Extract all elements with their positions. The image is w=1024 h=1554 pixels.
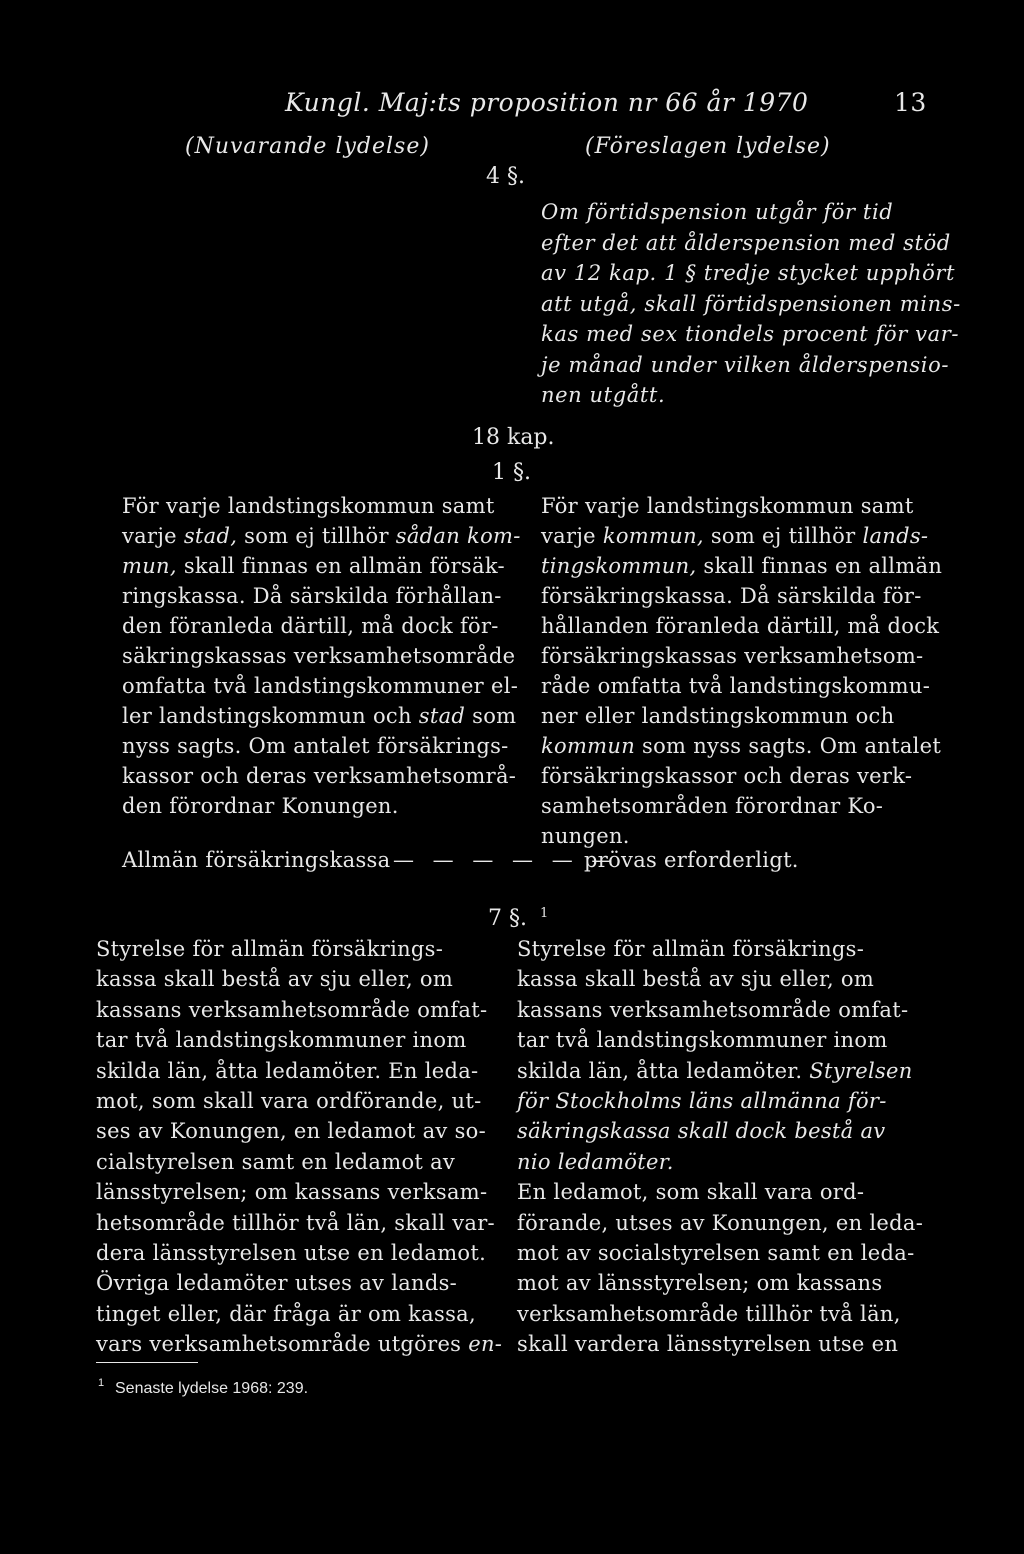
text-segment: kommun, — [602, 524, 704, 548]
text-segment: kassa skall bestå av sju eller, om — [517, 967, 875, 992]
text-line — [517, 937, 864, 961]
bridge-line-dashes: — — — — — — — [393, 848, 619, 872]
text-line — [122, 674, 518, 698]
text-line — [96, 1332, 502, 1356]
text-line — [541, 292, 961, 316]
footnote-rule — [96, 1362, 198, 1363]
text-line — [96, 1089, 482, 1113]
text-line — [122, 794, 399, 818]
text-segment: nungen. — [541, 824, 630, 848]
text-segment: kassor och deras verksamhetsområ- — [122, 764, 517, 788]
text-segment: nen utgått. — [541, 383, 666, 407]
text-segment: råde omfatta två landstingskommu- — [541, 674, 931, 698]
text-line — [541, 200, 893, 224]
text-segment: som ej tillhör — [703, 524, 863, 548]
bridge-line-start: Allmän försäkringskassa — [122, 848, 391, 872]
text-segment: dera länsstyrelsen utse en ledamot. — [96, 1241, 487, 1265]
text-line — [122, 494, 495, 518]
text-line — [96, 1211, 495, 1235]
text-line — [517, 967, 874, 991]
text-segment: hetsområde tillhör två län, skall var- — [96, 1210, 495, 1235]
text-segment: att utgå, skall förtidspensionen mins- — [541, 291, 961, 316]
right-column-heading: (Föreslagen lydelse) — [585, 134, 831, 159]
text-segment: lands- — [862, 524, 929, 548]
text-line — [517, 1150, 674, 1174]
text-segment: För varje landstingskommun samt — [122, 494, 495, 518]
text-segment: omfatta två landstingskommuner el- — [122, 674, 519, 698]
text-segment: ringskassa. Då särskilda förhållan- — [122, 584, 502, 608]
text-line — [517, 1271, 882, 1295]
text-line — [96, 1180, 487, 1204]
text-line — [122, 614, 499, 638]
text-line — [517, 1119, 885, 1143]
running-title: Kungl. Maj:ts proposition nr 66 år 1970 — [285, 88, 809, 117]
text-segment: En ledamot, som skall vara ord- — [517, 1180, 865, 1205]
text-line — [122, 524, 521, 548]
text-line — [122, 734, 509, 758]
footnote-mark: 1 — [98, 1377, 105, 1389]
text-segment: Styrelse för allmän försäkrings- — [96, 937, 444, 961]
text-segment: skall vardera länsstyrelsen utse en — [517, 1332, 899, 1357]
text-segment: mot av socialstyrelsen samt en leda- — [517, 1241, 915, 1265]
text-segment: för Stockholms läns allmänna för- — [517, 1089, 887, 1113]
text-line — [517, 1211, 923, 1235]
text-line — [517, 1180, 864, 1204]
text-line — [96, 1028, 467, 1052]
text-line — [541, 614, 939, 638]
text-line — [541, 764, 912, 788]
text-line — [96, 1119, 486, 1143]
text-line — [541, 524, 928, 548]
text-segment: skilda län, åtta ledamöter. — [517, 1058, 810, 1083]
text-segment: den förordnar Konungen. — [122, 794, 399, 818]
text-line — [541, 734, 941, 758]
text-line — [96, 1241, 486, 1265]
chapter-18-section-1-marker: 1 §. — [492, 460, 531, 485]
text-line — [96, 998, 487, 1022]
text-segment: skilda län, åtta ledamöter. En leda- — [96, 1058, 479, 1083]
text-line — [517, 998, 908, 1022]
text-line — [517, 1059, 913, 1083]
text-line — [122, 644, 515, 668]
text-segment: som ej tillhör — [237, 524, 396, 548]
text-line — [517, 1332, 898, 1356]
text-segment: en- — [468, 1332, 503, 1357]
text-line — [517, 1241, 915, 1265]
text-line — [541, 704, 894, 728]
text-segment: den föranleda därtill, må dock för- — [122, 614, 499, 638]
text-segment: av 12 kap. 1 § tredje stycket upphört — [541, 261, 956, 285]
text-segment: mot av länsstyrelsen; om kassans — [517, 1271, 883, 1296]
text-line — [541, 584, 922, 608]
text-segment: kommun — [541, 734, 636, 758]
text-segment: varje — [122, 524, 184, 548]
text-line — [541, 824, 630, 848]
text-segment: stad, — [183, 524, 238, 548]
chapter-18-marker: 18 kap. — [472, 425, 555, 450]
text-line — [96, 937, 443, 961]
text-line — [541, 794, 883, 818]
text-segment: kassans verksamhetsområde omfat- — [517, 997, 909, 1022]
section-7-footnote-ref: 1 — [540, 906, 549, 921]
text-line — [122, 554, 505, 578]
text-segment: försäkringskassor och deras verk- — [541, 764, 913, 788]
text-line — [541, 231, 951, 255]
text-segment: nyss sagts. Om antalet försäkrings- — [122, 734, 509, 758]
text-line — [541, 674, 930, 698]
text-segment: sådan kom- — [395, 524, 521, 548]
text-line — [96, 1150, 455, 1174]
text-segment: skall finnas en allmän — [696, 554, 943, 578]
text-segment: efter det att ålderspension med stöd — [541, 230, 951, 255]
text-line — [541, 554, 942, 578]
text-line — [96, 967, 453, 991]
text-segment: För varje landstingskommun samt — [541, 494, 914, 518]
text-segment: stad — [418, 704, 466, 728]
text-segment: je månad under vilken ålderspensio- — [541, 352, 950, 377]
text-segment: försäkringskassa. Då särskilda för- — [541, 584, 922, 608]
text-segment: mun, — [122, 554, 177, 578]
text-segment: cialstyrelsen samt en ledamot av — [96, 1149, 456, 1174]
text-segment: tinget eller, där fråga är om kassa, — [96, 1301, 476, 1326]
text-line — [541, 322, 959, 346]
section-7-marker: 7 §. — [488, 906, 527, 931]
text-line — [122, 584, 502, 608]
text-segment: ses av Konungen, en ledamot av so- — [96, 1119, 486, 1144]
text-segment: varje — [541, 524, 603, 548]
text-line — [541, 383, 665, 407]
text-line — [96, 1059, 478, 1083]
text-segment: nio ledamöter. — [517, 1149, 674, 1174]
text-segment: som — [465, 704, 517, 728]
text-segment: tar två landstingskommuner inom — [96, 1028, 467, 1053]
text-segment: ner eller landstingskommun och — [541, 704, 895, 728]
text-segment: kas med sex tiondels procent för var- — [541, 322, 960, 346]
text-segment: verksamhetsområde tillhör två län, — [517, 1301, 901, 1326]
text-segment: tingskommun, — [541, 554, 697, 578]
text-segment: försäkringskassas verksamhetsom- — [541, 644, 924, 668]
text-line — [517, 1089, 887, 1113]
text-segment: vars verksamhetsområde utgöres — [96, 1332, 469, 1357]
text-line — [541, 353, 949, 377]
text-line — [541, 494, 914, 518]
text-line — [122, 704, 516, 728]
text-segment: skall finnas en allmän försäk- — [176, 554, 505, 578]
text-segment: förande, utses av Konungen, en leda- — [517, 1210, 924, 1235]
text-segment: kassans verksamhetsområde omfat- — [96, 997, 488, 1022]
text-segment: säkringskassas verksamhetsområde — [122, 644, 516, 668]
left-column-heading: (Nuvarande lydelse) — [185, 134, 430, 159]
text-segment: kassa skall bestå av sju eller, om — [96, 967, 454, 992]
text-segment: mot, som skall vara ordförande, ut- — [96, 1089, 482, 1113]
text-segment: ler landstingskommun och — [122, 704, 419, 728]
text-segment: som nyss sagts. Om antalet — [635, 734, 942, 758]
text-segment: säkringskassa skall dock bestå av — [517, 1119, 886, 1144]
page-number: 13 — [894, 88, 927, 117]
text-line — [96, 1271, 457, 1295]
text-segment: Övriga ledamöter utses av lands- — [96, 1271, 458, 1296]
text-line — [517, 1302, 901, 1326]
text-segment: Om förtidspension utgår för tid — [541, 200, 894, 224]
text-segment: länsstyrelsen; om kassans verksam- — [96, 1180, 488, 1205]
text-line — [122, 764, 516, 788]
text-segment: hållanden föranleda därtill, må dock — [541, 614, 940, 638]
text-line — [541, 261, 955, 285]
text-line — [517, 1028, 888, 1052]
text-segment: tar två landstingskommuner inom — [517, 1028, 888, 1053]
footnote-text: Senaste lydelse 1968: 239. — [115, 1380, 309, 1397]
bridge-line-end: prövas erforderligt. — [584, 848, 799, 872]
text-line — [541, 644, 923, 668]
section-4-marker: 4 §. — [486, 164, 525, 189]
text-segment: Styrelse för allmän försäkrings- — [517, 937, 865, 961]
text-segment: Styrelsen — [809, 1058, 913, 1083]
text-line — [96, 1302, 476, 1326]
text-segment: samhetsområden förordnar Ko- — [541, 794, 884, 818]
